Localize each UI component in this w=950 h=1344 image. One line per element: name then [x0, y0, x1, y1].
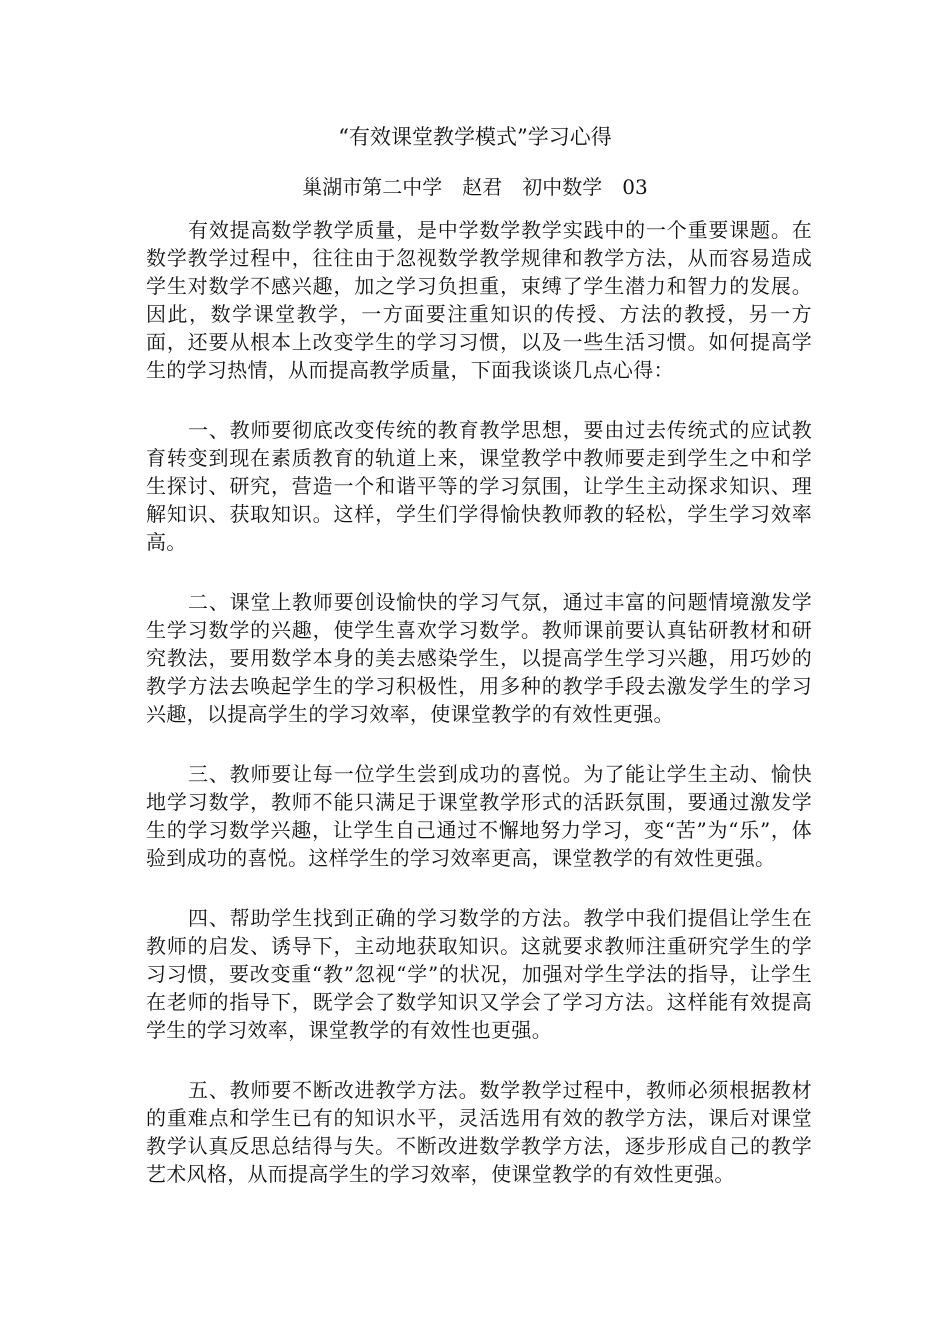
- paragraph-point-3: 三、教师要让每一位学生尝到成功的喜悦。为了能让学生主动、愉快地学习数学，教师不能只满足于课堂教学形式的活跃氛围，要通过激发学生的学习数学兴趣，让学生自己通过不懈地努力学习，变“苦”为“乐”，体验到成功的喜悦。这样学生的学习效率更高，课堂教学的有效性更强。: [146, 762, 812, 870]
- paragraph-point-5: 五、教师要不断改进教学方法。数学教学过程中，教师必须根据教材的重难点和学生已有的知识水平，灵活选用有效的教学方法，课后对课堂教学认真反思总结得与失。不断改进数学教学方法，逐步形成自己的教学艺术风格，从而提高学生的学习效率，使课堂教学的有效性更强。: [146, 1078, 812, 1186]
- paragraph-point-1: 一、教师要彻底改变传统的教育教学思想，要由过去传统式的应试教育转变到现在素质教育的轨道上来，课堂教学中教师要走到学生之中和学生探讨、研究，营造一个和谐平等的学习氛围，让学生主动探求知识、理解知识、获取知识。这样，学生们学得愉快教师教的轻松，学生学习效率高。: [146, 418, 812, 554]
- paragraph-point-4: 四、帮助学生找到正确的学习数学的方法。教学中我们提倡让学生在教师的启发、诱导下，主动地获取知识。这就要求教师注重研究学生的学习习惯，要改变重“教”忽视“学”的状况，加强对学生学法的指导，让学生在老师的指导下，既学会了数学知识又学会了学习方法。这样能有效提高学生的学习效率，课堂教学的有效性也更强。: [146, 906, 812, 1042]
- document-body: [146, 216, 812, 1220]
- document-byline: 巢湖市第二中学 赵君 初中数学 03: [302, 175, 648, 199]
- paragraph-intro: 有效提高数学教学质量，是中学数学教学实践中的一个重要课题。在数学教学过程中，往往由于忽视数学教学规律和教学方法，从而容易造成学生对数学不感兴趣，加之学习负担重，束缚了学生潜力和智力的发展。因此，数学课堂教学，一方面要注重知识的传授、方法的教授，另一方面，还要从根本上改变学生的学习习惯，以及一些生活习惯。如何提高学生的学习热情，从而提高教学质量，下面我谈谈几点心得：: [146, 218, 812, 382]
- paragraph-point-2: 二、课堂上教师要创设愉快的学习气氛，通过丰富的问题情境激发学生学习数学的兴趣，使学生喜欢学习数学。教师课前要认真钻研教材和研究教法，要用数学本身的美去感染学生，以提高学生学习兴趣，用巧妙的教学方法去唤起学生的学习积极性，用多种的教学手段去激发学生的学习兴趣，以提高学生的学习效率，使课堂教学的有效性更强。: [146, 590, 812, 726]
- document-title: “有效课堂教学模式”学习心得: [338, 125, 612, 149]
